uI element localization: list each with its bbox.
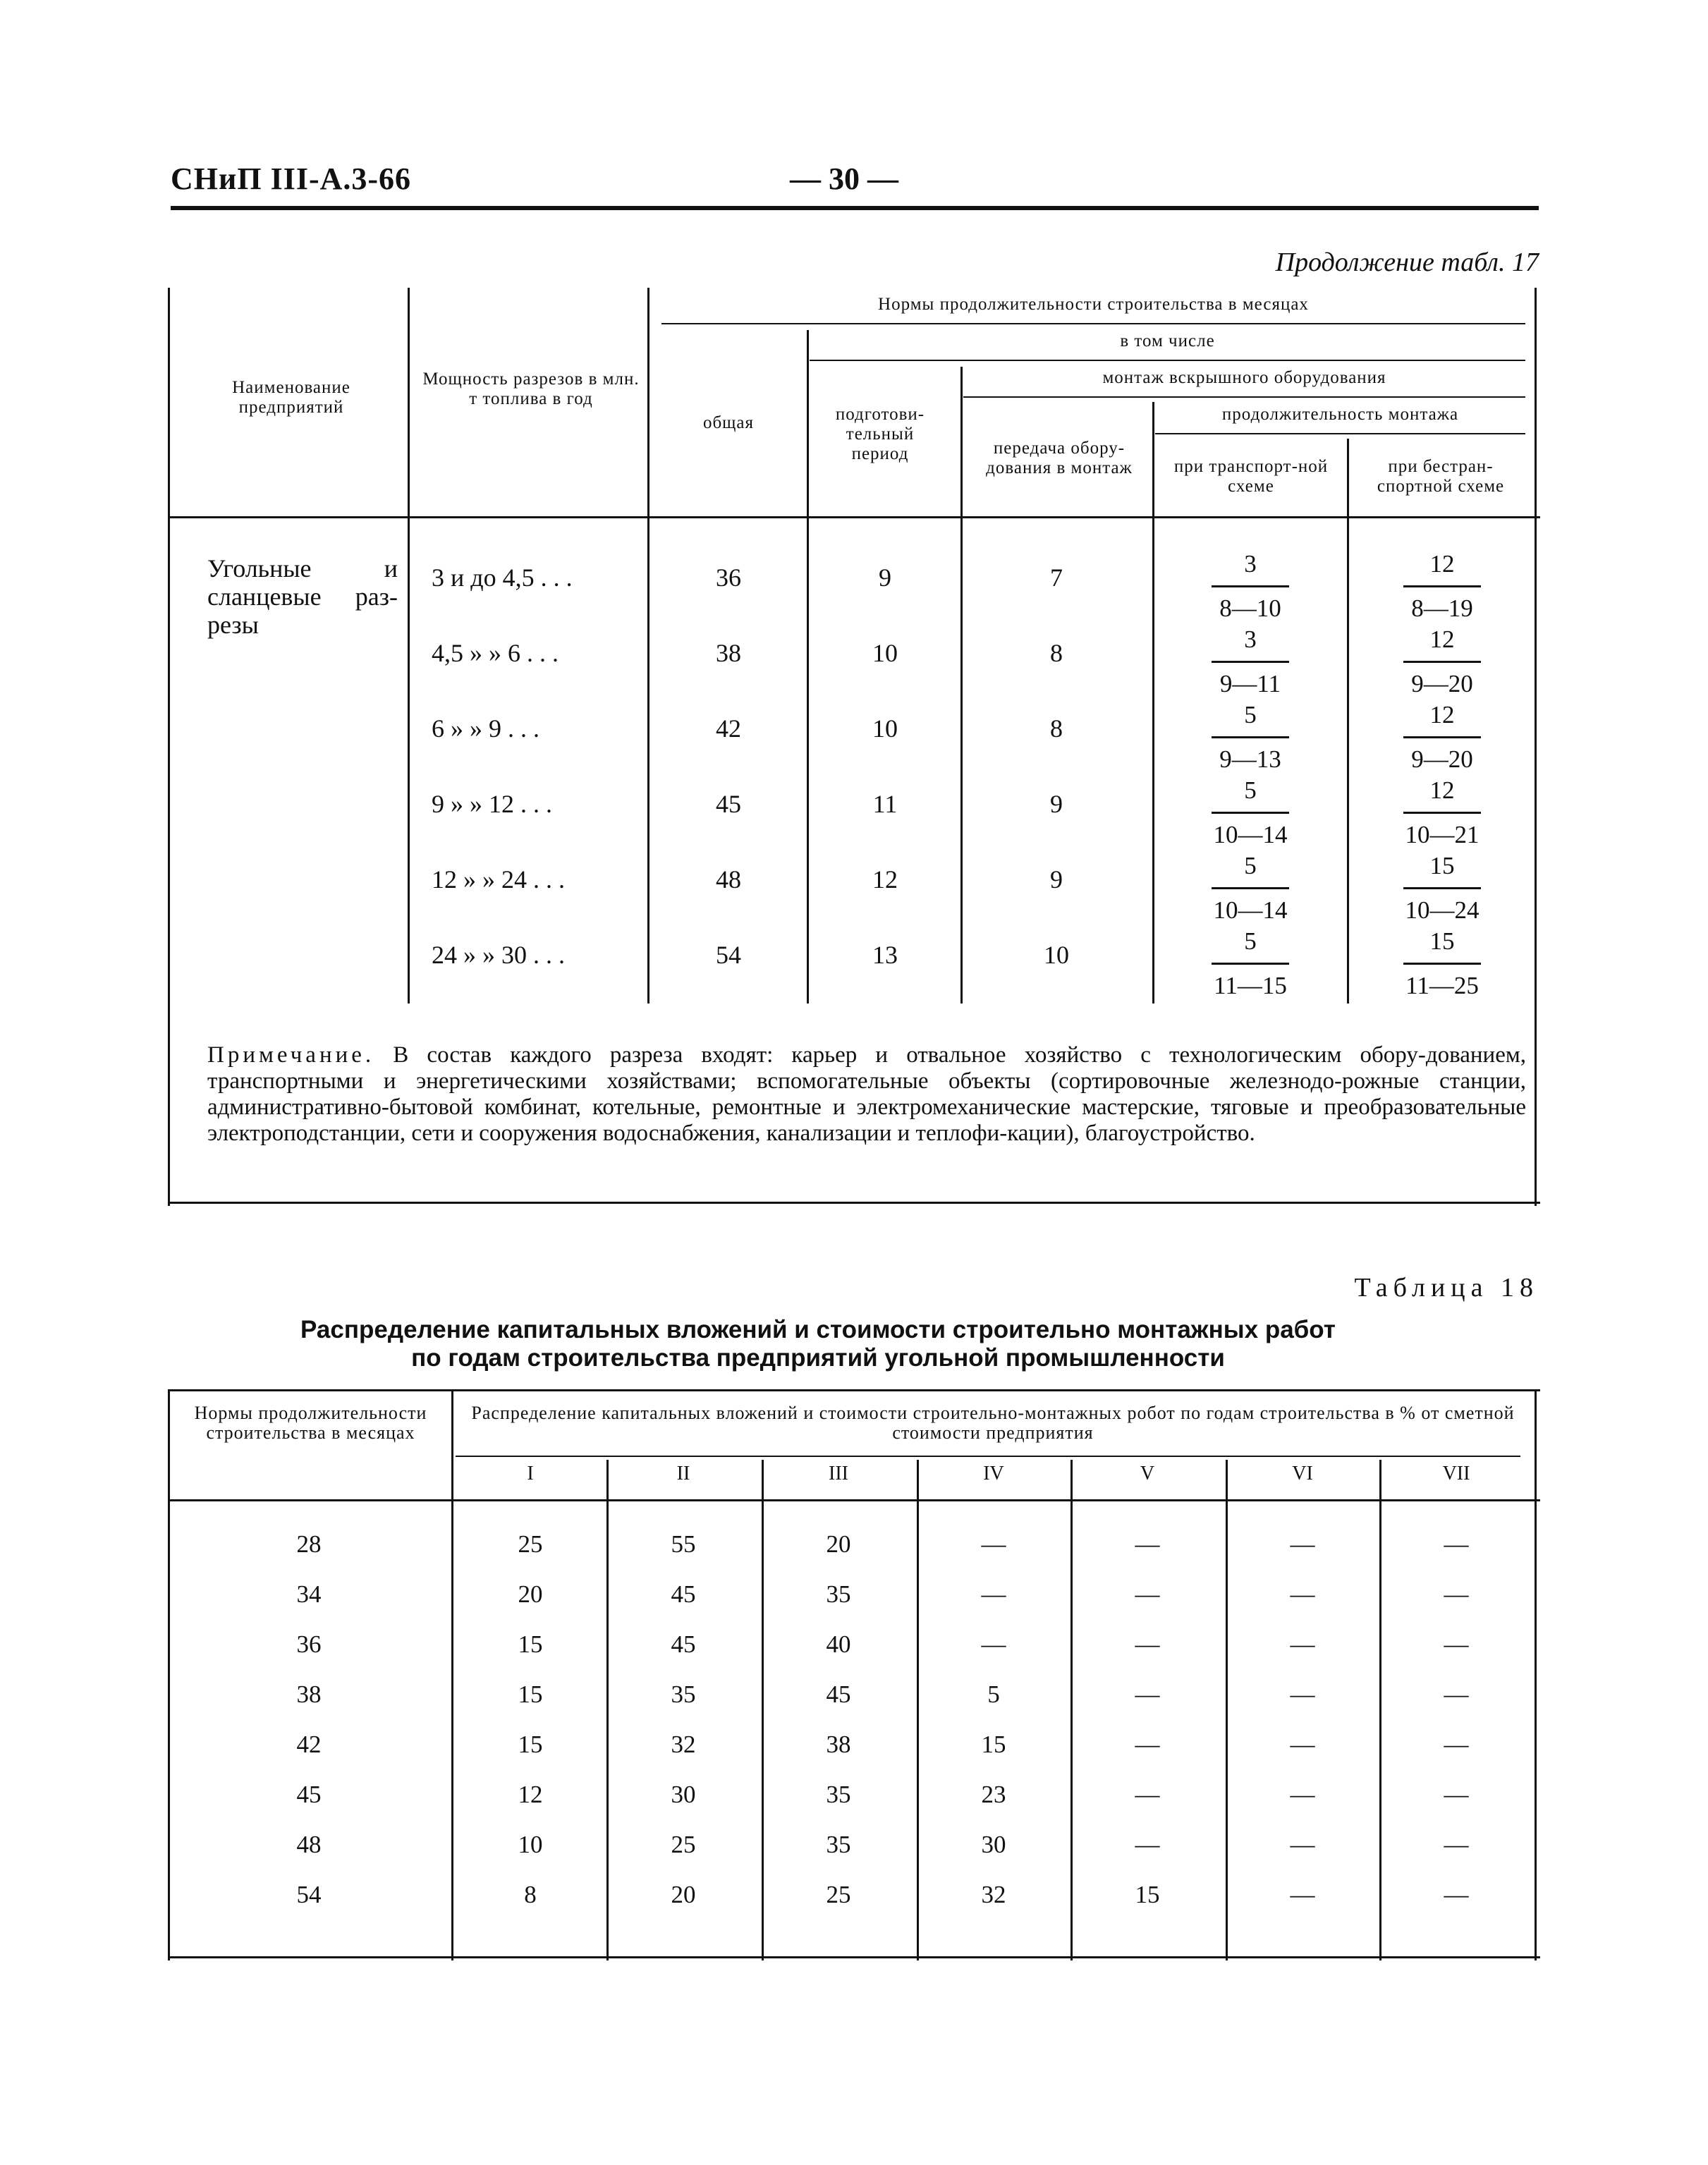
fraction-numerator: 15 [1429, 852, 1455, 879]
fraction-numerator: 3 [1244, 550, 1257, 578]
fraction-bar [1403, 887, 1481, 889]
norm-cell: 42 [296, 1731, 322, 1758]
norm-cell: 45 [296, 1781, 322, 1808]
percent-cell: 35 [671, 1681, 696, 1708]
year-header: VI [1292, 1463, 1313, 1484]
percent-cell: — [1135, 1731, 1160, 1758]
header-prep-period: подготови-тельный период [835, 405, 925, 463]
table-border [1535, 1389, 1537, 1960]
header-norms: Нормы продолжительности строительства в месяцах [878, 295, 1309, 314]
percent-cell: 12 [518, 1781, 543, 1808]
fraction-bar [1212, 963, 1289, 965]
percent-cell: 55 [671, 1530, 696, 1558]
fraction-bar [1403, 585, 1481, 587]
capacity-cell: 12 » » 24 . . . [432, 865, 565, 894]
column-divider [762, 1460, 764, 1960]
fraction-bar [1403, 963, 1481, 965]
transport-mounting-fraction [1212, 774, 1289, 852]
document-code: СНиП III-А.3-66 [171, 161, 412, 196]
percent-cell: — [1444, 1580, 1469, 1608]
percent-cell: — [1290, 1530, 1315, 1558]
percent-cell: 25 [826, 1881, 851, 1908]
header-distribution: Распределение капитальных вложений и стоимости строительно-монтажных робот по годам строительства в % от сметной стоимости предприятия [471, 1403, 1515, 1443]
transfer-cell: 9 [1050, 865, 1063, 894]
header-nontransport-scheme: при бестран-спортной схеме [1377, 457, 1505, 496]
capacity-cell: 4,5 » » 6 . . . [432, 639, 559, 667]
year-header: V [1140, 1463, 1155, 1484]
fraction-numerator: 12 [1429, 626, 1455, 653]
header-transport-scheme: при транспорт-ной схеме [1173, 457, 1329, 496]
total-duration-cell: 42 [716, 714, 741, 743]
percent-cell: — [1290, 1630, 1315, 1658]
nontransport-mounting-fraction [1403, 774, 1481, 852]
header-capacity: Мощность разрезов в млн. т топлива в год [422, 370, 640, 408]
percent-cell: — [1444, 1630, 1469, 1658]
column-divider [1152, 402, 1154, 1004]
percent-cell: 20 [826, 1530, 851, 1558]
column-divider [917, 1460, 919, 1960]
page-number: — 30 — [790, 161, 898, 196]
table-border [1535, 288, 1537, 1206]
year-header: I [527, 1463, 534, 1484]
fraction-denominator: 9—13 [1219, 745, 1281, 773]
column-divider [1070, 1460, 1073, 1960]
norm-cell: 38 [296, 1681, 322, 1708]
percent-cell: 40 [826, 1630, 851, 1658]
note-text: В состав каждого разреза входят: карьер и отвальное хозяйство с технологическим обору-дованием, транспортными и энергетическими хозяйствами; вспомогательные объекты (сортировочные железнодо-рожные станции, административно-бытовой комбинат, котельные, ремонтные и электромеханические мастерские, тяговые и преобразовательные электроподстанции, сети и сооружения водоснабжения, канализации и теплофи-кации), благоустройство. [207, 1042, 1526, 1146]
column-divider [451, 1389, 453, 1960]
norm-cell: 48 [296, 1831, 322, 1858]
prep-period-cell: 10 [872, 639, 898, 667]
table-border [168, 1956, 1540, 1958]
table-18-title [282, 1316, 1354, 1372]
transfer-cell: 9 [1050, 790, 1063, 818]
fraction-bar [1403, 736, 1481, 738]
fraction-denominator: 10—14 [1213, 821, 1288, 848]
table-border [168, 1389, 170, 1960]
fraction-denominator: 9—20 [1411, 670, 1473, 697]
table-18-label: Таблица 18 [1354, 1273, 1539, 1303]
percent-cell: 5 [987, 1681, 1000, 1708]
fraction-bar [1403, 661, 1481, 663]
fraction-denominator: 8—10 [1219, 594, 1281, 622]
prep-period-cell: 10 [872, 714, 898, 743]
fraction-numerator: 12 [1429, 776, 1455, 804]
percent-cell: 35 [826, 1831, 851, 1858]
percent-cell: 10 [518, 1831, 543, 1858]
percent-cell: 45 [671, 1630, 696, 1658]
transfer-cell: 8 [1050, 639, 1063, 667]
capacity-cell: 6 » » 9 . . . [432, 714, 539, 743]
header-rule [1155, 433, 1525, 434]
total-duration-cell: 38 [716, 639, 741, 667]
table-border [168, 288, 170, 1206]
percent-cell: 20 [671, 1881, 696, 1908]
capacity-cell: 3 и до 4,5 . . . [432, 563, 573, 592]
percent-cell: 20 [518, 1580, 543, 1608]
fraction-denominator: 10—21 [1405, 821, 1480, 848]
percent-cell: — [981, 1580, 1006, 1608]
capacity-cell: 9 » » 12 . . . [432, 790, 552, 818]
fraction-denominator: 9—20 [1411, 745, 1473, 773]
nontransport-mounting-fraction [1403, 623, 1481, 701]
column-divider [647, 288, 649, 1004]
prep-period-cell: 12 [872, 865, 898, 894]
column-divider [1347, 439, 1349, 1004]
percent-cell: — [1444, 1781, 1469, 1808]
percent-cell: — [1135, 1681, 1160, 1708]
percent-cell: — [1444, 1831, 1469, 1858]
fraction-bar [1212, 812, 1289, 814]
percent-cell: — [1135, 1831, 1160, 1858]
fraction-denominator: 10—14 [1213, 896, 1288, 924]
percent-cell: 35 [826, 1580, 851, 1608]
header-norms: Нормы продолжительности строительства в месяцах [194, 1403, 427, 1443]
percent-cell: 30 [981, 1831, 1006, 1858]
percent-cell: 15 [518, 1630, 543, 1658]
percent-cell: 30 [671, 1781, 696, 1808]
percent-cell: — [1444, 1731, 1469, 1758]
fraction-numerator: 5 [1244, 852, 1257, 879]
header-duration: продолжительность монтажа [1221, 405, 1459, 424]
table-17 [168, 288, 1540, 1206]
norm-cell: 54 [296, 1881, 322, 1908]
percent-cell: 45 [671, 1580, 696, 1608]
transport-mounting-fraction [1212, 623, 1289, 701]
transport-mounting-fraction [1212, 925, 1289, 1003]
percent-cell: 45 [826, 1681, 851, 1708]
column-divider [1379, 1460, 1381, 1960]
transfer-cell: 7 [1050, 563, 1063, 592]
total-duration-cell: 48 [716, 865, 741, 894]
column-divider [960, 367, 963, 1004]
percent-cell: 38 [826, 1731, 851, 1758]
percent-cell: — [1444, 1681, 1469, 1708]
transfer-cell: 8 [1050, 714, 1063, 743]
prep-period-cell: 9 [879, 563, 891, 592]
percent-cell: — [1444, 1881, 1469, 1908]
year-header: III [829, 1463, 848, 1484]
prep-period-cell: 13 [872, 941, 898, 969]
percent-cell: — [981, 1530, 1006, 1558]
norm-cell: 34 [296, 1580, 322, 1608]
header-total: общая [702, 413, 755, 432]
fraction-numerator: 3 [1244, 626, 1257, 653]
header-mounting: монтаж вскрышного оборудования [1102, 368, 1386, 387]
fraction-bar [1212, 585, 1289, 587]
fraction-numerator: 5 [1244, 776, 1257, 804]
header-rule [171, 206, 1539, 210]
column-divider [1226, 1460, 1228, 1960]
enterprise-name: Угольные и сланцевые раз-резы [207, 554, 398, 639]
column-divider [606, 1460, 609, 1960]
year-header: IV [983, 1463, 1004, 1484]
header-bottom-rule [168, 516, 1540, 518]
header-rule [810, 360, 1525, 361]
percent-cell: 25 [671, 1831, 696, 1858]
table-18 [168, 1389, 1540, 1960]
transport-mounting-fraction [1212, 547, 1289, 626]
percent-cell: — [1290, 1681, 1315, 1708]
header-enterprise-name: Наименование предприятий [232, 378, 350, 417]
fraction-numerator: 5 [1244, 927, 1257, 955]
table-border [168, 1389, 1540, 1391]
nontransport-mounting-fraction [1403, 849, 1481, 927]
percent-cell: 15 [518, 1681, 543, 1708]
transfer-cell: 10 [1044, 941, 1069, 969]
header-rule [661, 323, 1525, 324]
fraction-bar [1212, 661, 1289, 663]
percent-cell: — [1290, 1831, 1315, 1858]
nontransport-mounting-fraction [1403, 547, 1481, 626]
fraction-denominator: 8—19 [1411, 594, 1473, 622]
title-line: по годам строительства предприятий угольной промышленности [411, 1344, 1225, 1372]
note-label: Примечание. [207, 1042, 375, 1068]
percent-cell: — [1290, 1881, 1315, 1908]
table-note [207, 1042, 1526, 1147]
percent-cell: — [1290, 1731, 1315, 1758]
percent-cell: 35 [826, 1781, 851, 1808]
percent-cell: — [981, 1630, 1006, 1658]
header-transfer: передача обору-дования в монтаж [986, 439, 1133, 477]
table-continuation-label: Продолжение табл. 17 [1275, 248, 1539, 277]
header-bottom-rule [168, 1499, 1540, 1501]
percent-cell: 15 [981, 1731, 1006, 1758]
year-header: II [676, 1463, 690, 1484]
total-duration-cell: 45 [716, 790, 741, 818]
total-duration-cell: 36 [716, 563, 741, 592]
percent-cell: 15 [518, 1731, 543, 1758]
header-rule [963, 396, 1525, 398]
column-divider [408, 288, 410, 1004]
transport-mounting-fraction [1212, 698, 1289, 776]
fraction-numerator: 15 [1429, 927, 1455, 955]
percent-cell: 8 [524, 1881, 537, 1908]
header-rule [456, 1456, 1520, 1457]
fraction-denominator: 11—15 [1214, 972, 1287, 999]
year-header: VII [1442, 1463, 1470, 1484]
norm-cell: 36 [296, 1630, 322, 1658]
norm-cell: 28 [296, 1530, 322, 1558]
fraction-numerator: 12 [1429, 701, 1455, 728]
nontransport-mounting-fraction [1403, 698, 1481, 776]
nontransport-mounting-fraction [1403, 925, 1481, 1003]
fraction-numerator: 12 [1429, 550, 1455, 578]
fraction-denominator: 9—11 [1219, 670, 1281, 697]
fraction-denominator: 10—24 [1405, 896, 1480, 924]
table-border [168, 1202, 1540, 1204]
percent-cell: 23 [981, 1781, 1006, 1808]
title-line: Распределение капитальных вложений и стоимости строительно монтажных работ [300, 1316, 1336, 1343]
header-including: в том числе [1120, 331, 1215, 350]
total-duration-cell: 54 [716, 941, 741, 969]
percent-cell: — [1444, 1530, 1469, 1558]
transport-mounting-fraction [1212, 849, 1289, 927]
percent-cell: — [1290, 1781, 1315, 1808]
fraction-bar [1212, 736, 1289, 738]
column-divider [807, 330, 809, 1004]
fraction-bar [1212, 887, 1289, 889]
percent-cell: 32 [671, 1731, 696, 1758]
percent-cell: 25 [518, 1530, 543, 1558]
percent-cell: 32 [981, 1881, 1006, 1908]
prep-period-cell: 11 [872, 790, 898, 818]
percent-cell: 15 [1135, 1881, 1160, 1908]
percent-cell: — [1135, 1781, 1160, 1808]
percent-cell: — [1135, 1580, 1160, 1608]
fraction-bar [1403, 812, 1481, 814]
percent-cell: — [1290, 1580, 1315, 1608]
capacity-cell: 24 » » 30 . . . [432, 941, 565, 969]
fraction-denominator: 11—25 [1405, 972, 1479, 999]
percent-cell: — [1135, 1530, 1160, 1558]
fraction-numerator: 5 [1244, 701, 1257, 728]
percent-cell: — [1135, 1630, 1160, 1658]
